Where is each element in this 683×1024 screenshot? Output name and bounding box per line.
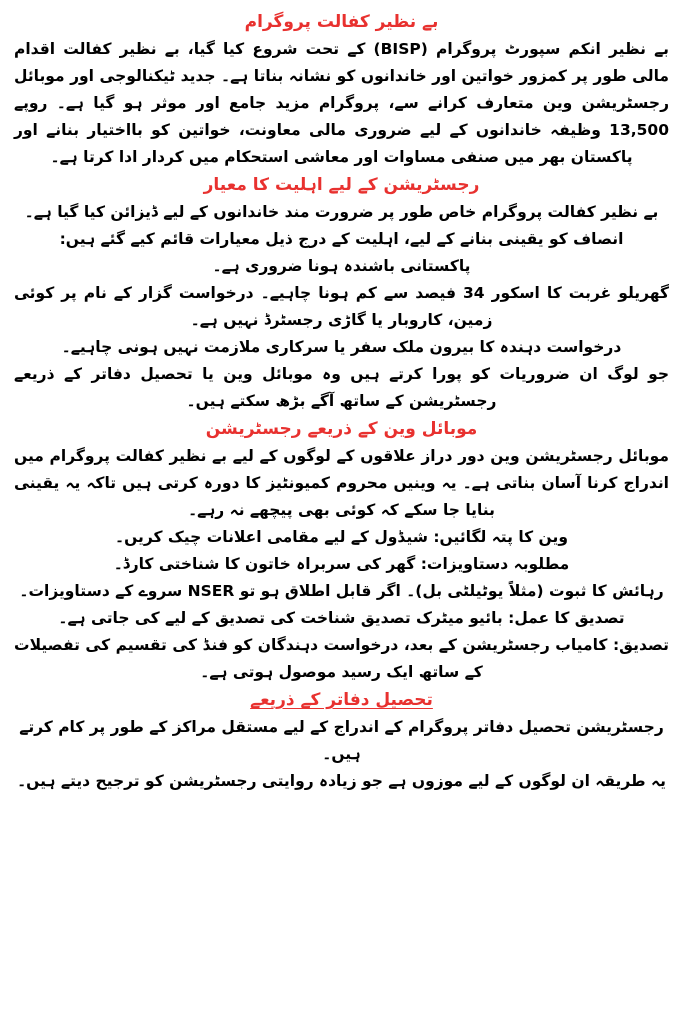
eligibility-intro: بے نظیر کفالت پروگرام خاص طور پر ضرورت مند خاندانوں کے لیے ڈیزائن کیا گیا ہے۔ bbox=[24, 203, 659, 221]
heading-tehsil-offices: تحصیل دفاتر کے ذریعے bbox=[250, 690, 433, 710]
tehsil-offices-intro: رجسٹریشن تحصیل دفاتر پروگرام کے اندراج کے لیے مستقل مراکز کے طور پر کام کرتے ہیں۔ bbox=[19, 718, 664, 763]
section-tehsil-offices bbox=[14, 686, 669, 795]
mobile-van-documents: مطلوبہ دستاویزات: گھر کی سربراہ خاتون کا شناختی کارڈ۔ bbox=[113, 555, 570, 573]
mobile-van-locate: وین کا پتہ لگائیں: شیڈول کے لیے مقامی اعلانات چیک کریں۔ bbox=[115, 528, 568, 546]
section-overview bbox=[14, 8, 669, 171]
heading-eligibility: رجسٹریشن کے لیے اہلیت کا معیار bbox=[203, 175, 480, 195]
section-mobile-van bbox=[14, 415, 669, 686]
eligibility-criteria-intro: انصاف کو یقینی بنانے کے لیے، اہلیت کے درج ذیل معیارات قائم کیے گئے ہیں: bbox=[59, 230, 624, 248]
eligibility-next-steps: جو لوگ ان ضروریات کو پورا کرتے ہیں وہ موبائل وین یا تحصیل دفاتر کے ذریعے رجسٹریشن کے ساتھ آگے بڑھ سکتے ہیں۔ bbox=[14, 365, 669, 410]
tehsil-offices-suitability: یہ طریقہ ان لوگوں کے لیے موزوں ہے جو زیادہ روایتی رجسٹریشن کو ترجیح دیتے ہیں۔ bbox=[17, 772, 666, 790]
eligibility-poverty-score: گھریلو غربت کا اسکور 34 فیصد سے کم ہونا چاہیے۔ درخواست گزار کے نام پر کوئی زمین، کاروبار یا گاڑی رجسٹرڈ نہیں ہے۔ bbox=[14, 284, 669, 329]
mobile-van-verification: تصدیق کا عمل: بائیو میٹرک تصدیق شناخت کی تصدیق کے لیے کی جاتی ہے۔ bbox=[58, 609, 625, 627]
eligibility-travel-employment: درخواست دہندہ کا بیرون ملک سفر یا سرکاری ملازمت نہیں ہونی چاہیے۔ bbox=[61, 338, 622, 356]
mobile-van-confirmation: تصدیق: کامیاب رجسٹریشن کے بعد، درخواست دہندگان کو فنڈ کی تقسیم کی تفصیلات کے ساتھ ایک رسید موصول ہوتی ہے۔ bbox=[14, 636, 669, 681]
section-eligibility bbox=[14, 171, 669, 415]
mobile-van-residence-proof: رہائش کا ثبوت (مثلاً یوٹیلٹی بل)۔ اگر قابل اطلاق ہو تو NSER سروے کے دستاویزات۔ bbox=[19, 582, 664, 600]
heading-mobile-van: موبائل وین کے ذریعے رجسٹریشن bbox=[205, 419, 478, 439]
eligibility-citizenship: پاکستانی باشندہ ہونا ضروری ہے۔ bbox=[212, 257, 471, 275]
overview-paragraph: بے نظیر انکم سپورٹ پروگرام (BISP) کے تحت شروع کیا گیا، بے نظیر کفالت اقدام مالی طور پر کمزور خواتین اور خاندانوں کو نشانہ بناتا ہے۔ جدید ٹیکنالوجی اور موبائل رجسٹریشن وین متعارف کرانے سے، پروگرام مزید جامع اور موثر ہو گیا ہے۔ روپے 13,500 وظیفہ خاندانوں کے لیے ضروری مالی معاونت، خواتین کو بااختیار بنانے اور پاکستان بھر میں صنفی مساوات اور معاشی استحکام میں کردار ادا کرتا ہے۔ bbox=[14, 40, 669, 166]
mobile-van-intro: موبائل رجسٹریشن وین دور دراز علاقوں کے لوگوں کے لیے بے نظیر کفالت پروگرام میں اندراج کرنا آسان بناتی ہے۔ یہ وینیں محروم کمیونٹیز کا دورہ کرتی ہیں تاکہ یہ یقینی بنایا جا سکے کہ کوئی بھی پیچھے نہ رہے۔ bbox=[14, 447, 669, 519]
heading-benazir-kafaalat: بے نظیر کفالت پروگرام bbox=[244, 12, 439, 32]
